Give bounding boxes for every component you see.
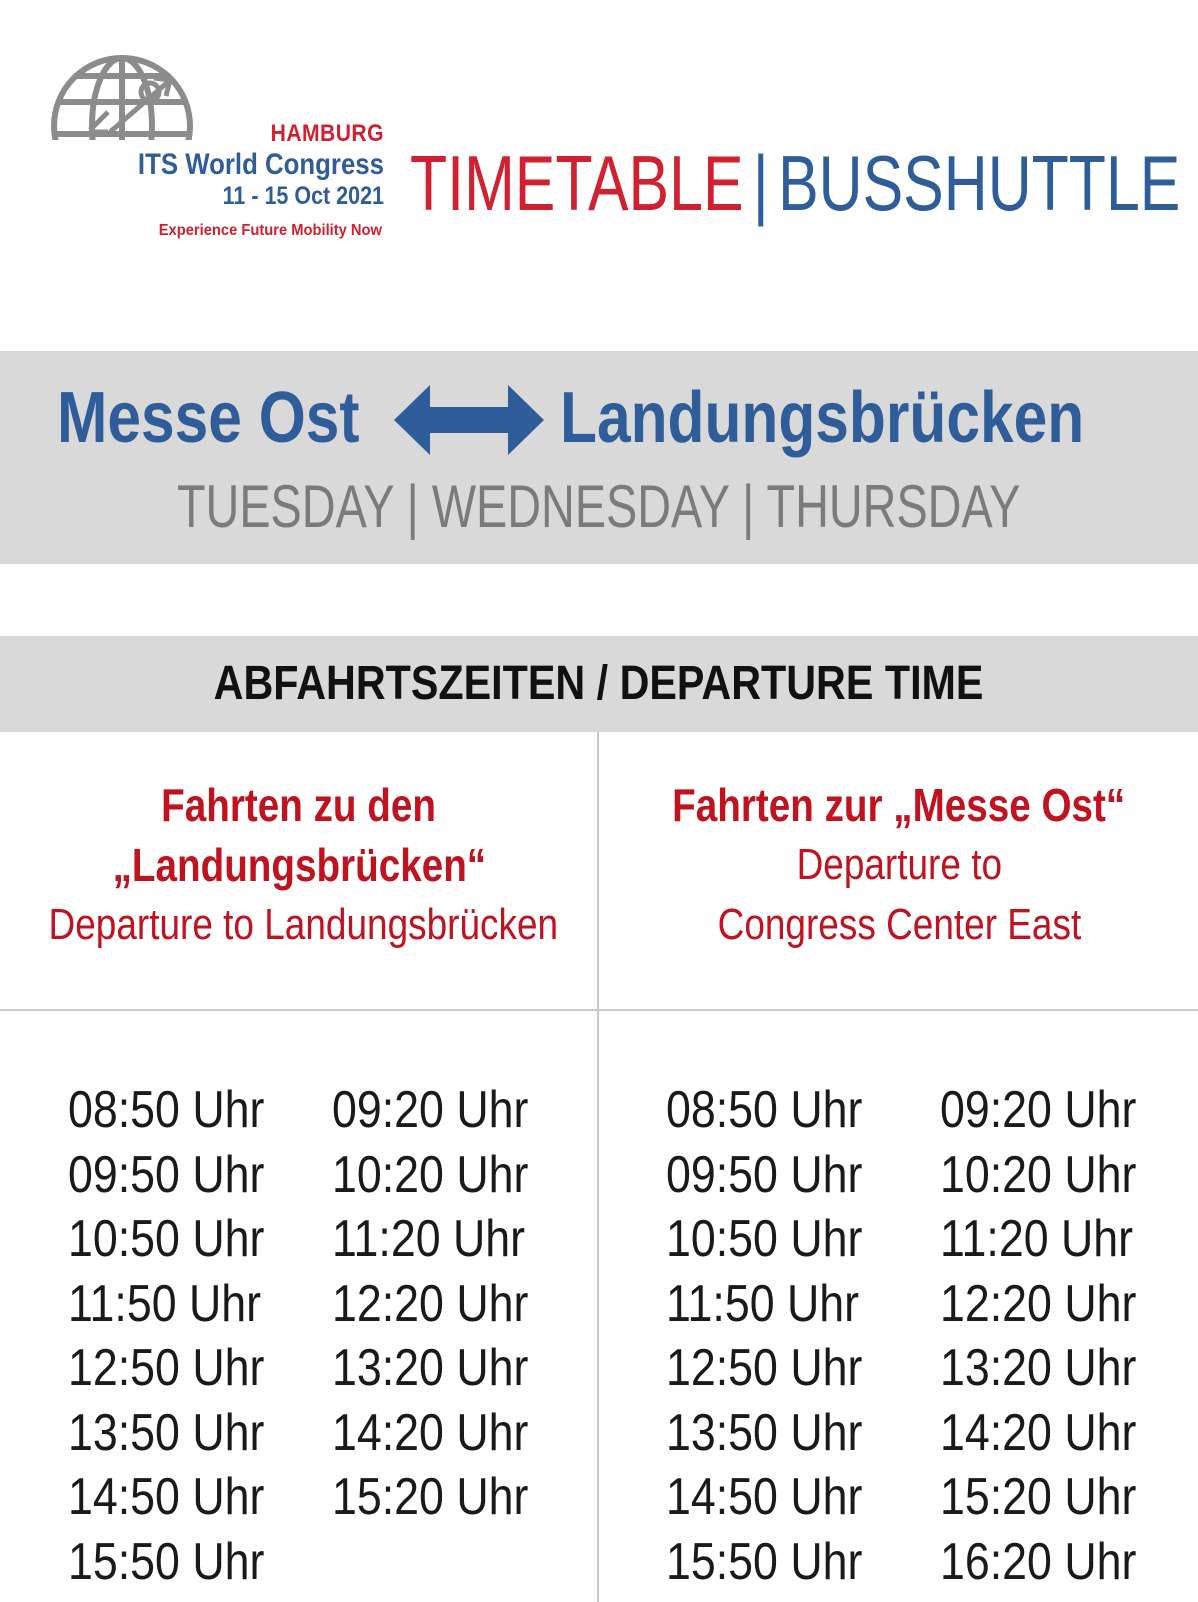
time-entry: 09:50 Uhr <box>666 1145 863 1204</box>
left-column-heading <box>0 775 598 955</box>
time-entry: 10:50 Uhr <box>666 1210 863 1268</box>
logo-city: HAMBURG <box>270 120 384 147</box>
page-title <box>410 138 1181 228</box>
time-entry: 16:20 Uhr <box>940 1532 1137 1591</box>
time-entry: 10:20 Uhr <box>332 1145 529 1204</box>
title-separator: | <box>752 139 769 227</box>
time-entry: 08:50 Uhr <box>68 1081 265 1139</box>
time-entry: 14:20 Uhr <box>940 1403 1137 1462</box>
right-subheading-line1: Departure to <box>796 840 1002 889</box>
time-entry: 15:20 Uhr <box>940 1468 1137 1526</box>
time-entry: 15:50 Uhr <box>68 1532 265 1591</box>
logo-slogan: Experience Future Mobility Now <box>158 222 382 239</box>
departure-title: ABFAHRTSZEITEN / DEPARTURE TIME <box>214 657 984 710</box>
time-entry: 12:20 Uhr <box>940 1274 1137 1333</box>
time-entry: 12:20 Uhr <box>332 1274 529 1333</box>
time-entry: 15:20 Uhr <box>332 1468 529 1526</box>
left-heading-line2: „Landungsbrücken“ <box>112 839 486 891</box>
time-entry: 09:20 Uhr <box>332 1081 529 1139</box>
right-times-column-1 <box>666 1078 894 1594</box>
right-column-heading <box>600 775 1198 955</box>
time-entry: 11:20 Uhr <box>332 1210 526 1268</box>
title-timetable: TIMETABLE <box>410 139 744 227</box>
time-entry: 14:50 Uhr <box>666 1468 863 1526</box>
row-divider <box>0 1009 1198 1011</box>
left-subheading: Departure to Landungsbrücken <box>48 900 559 949</box>
double-arrow-icon <box>394 385 544 455</box>
time-entry: 14:20 Uhr <box>332 1403 529 1462</box>
time-entry: 12:50 Uhr <box>68 1339 265 1397</box>
right-times-column-2 <box>940 1078 1168 1594</box>
its-congress-logo <box>48 52 384 252</box>
logo-event-name: ITS World Congress <box>137 148 384 181</box>
time-entry: 13:20 Uhr <box>940 1339 1137 1397</box>
service-days-text: TUESDAY | WEDNESDAY | THURSDAY <box>177 473 1021 540</box>
time-entry: 09:20 Uhr <box>940 1081 1137 1139</box>
right-subheading-line2: Congress Center East <box>717 900 1081 949</box>
time-entry: 14:50 Uhr <box>68 1468 265 1526</box>
time-entry: 10:20 Uhr <box>940 1145 1137 1204</box>
route-banner <box>0 351 1198 564</box>
time-entry: 13:50 Uhr <box>68 1403 265 1462</box>
departure-header <box>0 636 1198 732</box>
time-entry: 08:50 Uhr <box>666 1081 863 1139</box>
time-entry: 09:50 Uhr <box>68 1145 265 1204</box>
left-times-column-2 <box>332 1078 560 1530</box>
route-destination: Landungsbrücken <box>560 378 1085 458</box>
logo-dates: 11 - 15 Oct 2021 <box>222 182 384 210</box>
time-entry: 12:50 Uhr <box>666 1339 863 1397</box>
time-entry: 15:50 Uhr <box>666 1532 863 1591</box>
time-entry: 11:50 Uhr <box>68 1274 262 1333</box>
right-heading-line1: Fahrten zur „Messe Ost“ <box>672 779 1126 831</box>
time-entry: 13:20 Uhr <box>332 1339 529 1397</box>
route-origin: Messe Ost <box>57 378 360 458</box>
time-entry: 11:50 Uhr <box>666 1274 860 1333</box>
time-entry: 10:50 Uhr <box>68 1210 265 1268</box>
time-entry: 13:50 Uhr <box>666 1403 863 1462</box>
left-heading-line1: Fahrten zu den <box>161 779 437 831</box>
time-entry: 11:20 Uhr <box>940 1210 1134 1268</box>
globe-icon <box>50 52 200 147</box>
title-busshuttle: BUSSHUTTLE <box>778 139 1181 227</box>
left-times-column-1 <box>68 1078 296 1594</box>
service-days <box>0 469 1198 545</box>
